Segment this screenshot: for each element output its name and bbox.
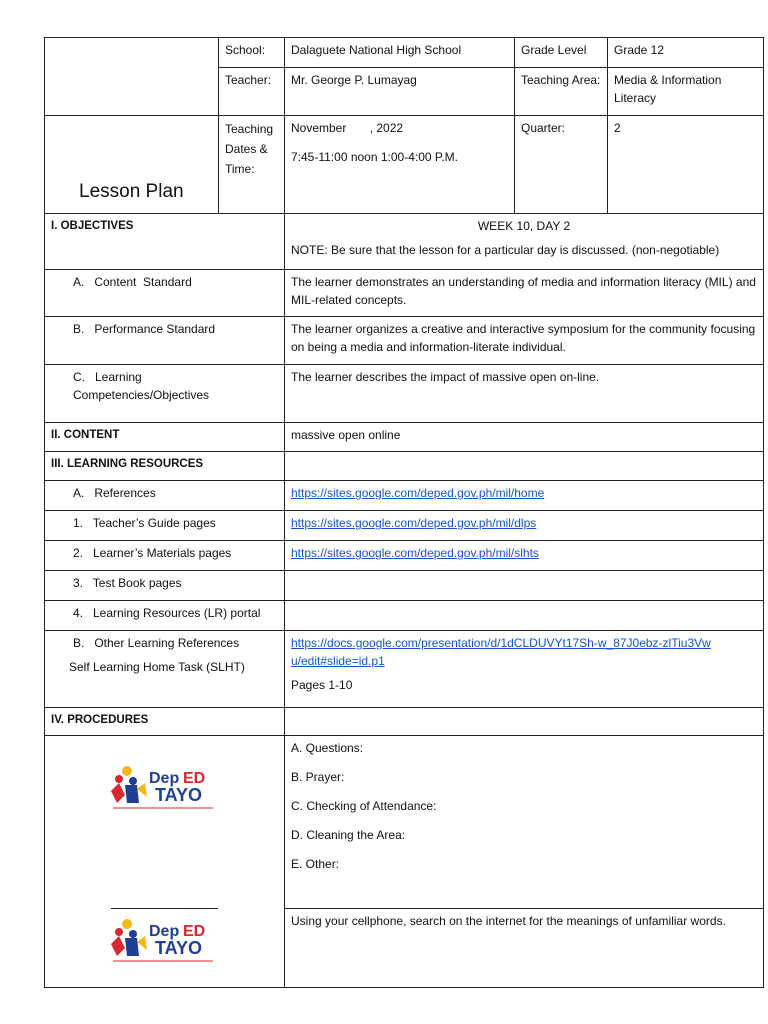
teacher-value: Mr. George P. Lumayag bbox=[285, 68, 515, 116]
content-heading: II. CONTENT bbox=[45, 423, 285, 452]
procedure-item-attendance: C. Checking of Attendance: bbox=[291, 799, 437, 813]
teaching-area-label: Teaching Area: bbox=[515, 68, 608, 116]
svg-text:TAYO: TAYO bbox=[154, 785, 202, 805]
deped-tayo-logo bbox=[105, 761, 225, 813]
pages-value: Pages 1-10 bbox=[291, 678, 353, 692]
teachers-guide-cell bbox=[285, 511, 764, 541]
svg-text:TAYO: TAYO bbox=[154, 937, 202, 958]
other-references-value bbox=[285, 631, 764, 708]
objectives-heading: I. OBJECTIVES bbox=[45, 214, 285, 270]
other-references-link[interactable]: https://docs.google.com/presentation/d/1dCLDUVYt17Sh-w_87J0ebz-zlTiu3Vwu/edit#slide=id.p1 bbox=[291, 636, 711, 668]
learners-materials-link[interactable]: https://sites.google.com/deped.gov.ph/mil/slhts bbox=[291, 546, 539, 560]
learners-materials-cell bbox=[285, 541, 764, 571]
svg-text:Dep: Dep bbox=[148, 770, 179, 787]
logo-divider bbox=[111, 908, 218, 909]
school-value: Dalaguete National High School bbox=[285, 38, 515, 68]
deped-tayo-logo bbox=[105, 914, 225, 966]
other-references-label: B. Other Learning References bbox=[73, 636, 240, 650]
procedures-heading: IV. PROCEDURES bbox=[45, 708, 285, 736]
quarter-label: Quarter: bbox=[515, 116, 608, 214]
references-label: A. References bbox=[45, 481, 285, 511]
objectives-cell bbox=[285, 214, 764, 270]
content-value: massive open online bbox=[285, 423, 764, 452]
references-cell bbox=[285, 481, 764, 511]
lr-portal-value bbox=[285, 601, 764, 631]
procedure-item-prayer: B. Prayer: bbox=[291, 770, 345, 784]
grade-value: Grade 12 bbox=[608, 38, 764, 68]
svg-text:ED: ED bbox=[182, 922, 205, 940]
resources-heading: III. LEARNING RESOURCES bbox=[45, 452, 285, 481]
procedure-item-cleaning: D. Cleaning the Area: bbox=[291, 828, 406, 842]
learners-materials-label: 2. Learner’s Materials pages bbox=[45, 541, 285, 571]
competencies-value: The learner describes the impact of massive open on-line. bbox=[285, 365, 764, 423]
cellphone-instruction: Using your cellphone, search on the internet for the meanings of unfamiliar words. bbox=[285, 909, 764, 988]
svg-text:Dep: Dep bbox=[148, 922, 179, 940]
teachers-guide-link[interactable]: https://sites.google.com/deped.gov.ph/mil/dlps bbox=[291, 516, 537, 530]
competencies-label bbox=[45, 365, 285, 423]
other-references-cell bbox=[45, 631, 285, 708]
dates-label: Teaching Dates & Time: bbox=[219, 116, 285, 214]
lr-portal-label: 4. Learning Resources (LR) portal bbox=[45, 601, 285, 631]
lesson-plan-table bbox=[44, 37, 764, 988]
week-label: WEEK 10, DAY 2 bbox=[477, 219, 571, 233]
dates-value bbox=[285, 116, 515, 214]
dates-time: 7:45-11:00 noon 1:00-4:00 P.M. bbox=[291, 150, 459, 164]
page-title: Lesson Plan bbox=[79, 181, 184, 202]
procedure-item-other: E. Other: bbox=[291, 857, 340, 871]
procedure-item-questions: A. Questions: bbox=[291, 741, 364, 755]
svg-text:ED: ED bbox=[182, 770, 205, 787]
content-standard-label: A. Content Standard bbox=[45, 270, 285, 317]
test-book-label: 3. Test Book pages bbox=[45, 571, 285, 601]
competencies-label-text: C. Learning Competencies/Objectives bbox=[73, 370, 210, 402]
logo-cell-1 bbox=[45, 736, 285, 909]
procedures-blank bbox=[285, 708, 764, 736]
objectives-note: NOTE: Be sure that the lesson for a particular day is discussed. (non-negotiable) bbox=[291, 243, 720, 257]
teaching-area-value: Media & Information Literacy bbox=[608, 68, 764, 116]
slht-label: Self Learning Home Task (SLHT) bbox=[69, 660, 245, 674]
quarter-value: 2 bbox=[608, 116, 764, 214]
dates-month: November , 2022 bbox=[291, 121, 404, 135]
grade-label: Grade Level bbox=[515, 38, 608, 68]
references-link[interactable]: https://sites.google.com/deped.gov.ph/mil/home bbox=[291, 486, 545, 500]
content-standard-value: The learner demonstrates an understanding of media and information literacy (MIL) and MIL-related concepts. bbox=[285, 270, 764, 317]
lesson-plan-title-cell bbox=[45, 116, 219, 214]
teacher-label: Teacher: bbox=[219, 68, 285, 116]
procedures-list bbox=[285, 736, 764, 909]
performance-standard-value: The learner organizes a creative and interactive symposium for the community focusing on being a media and information-literate individual. bbox=[285, 317, 764, 365]
teachers-guide-label: 1. Teacher’s Guide pages bbox=[45, 511, 285, 541]
test-book-value bbox=[285, 571, 764, 601]
performance-standard-label: B. Performance Standard bbox=[45, 317, 285, 365]
school-label: School: bbox=[219, 38, 285, 68]
header-blank-cell bbox=[45, 38, 219, 116]
logo-cell-2 bbox=[45, 909, 285, 988]
resources-blank bbox=[285, 452, 764, 481]
